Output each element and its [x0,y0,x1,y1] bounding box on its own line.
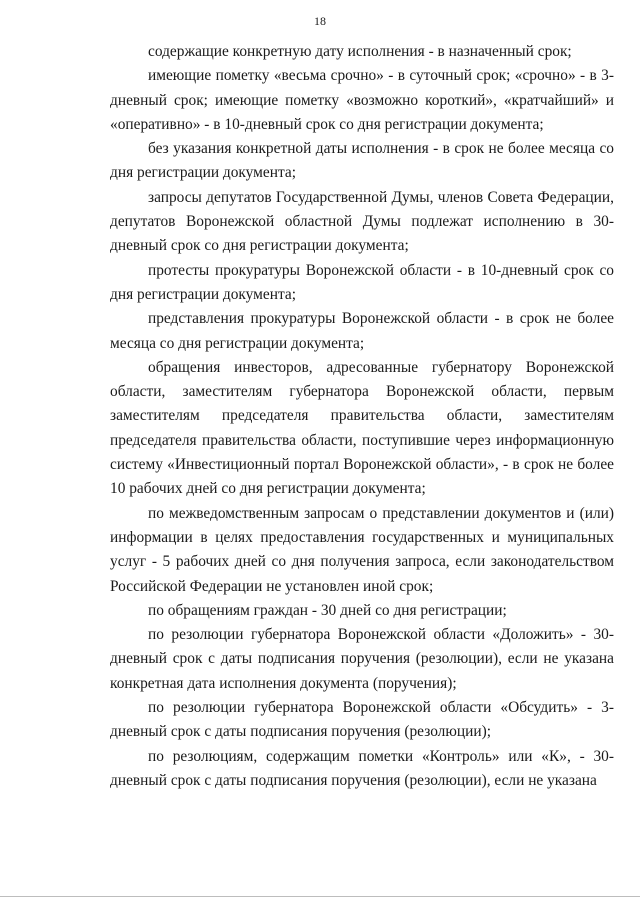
paragraph: по обращениям граждан - 30 дней со дня регистрации; [148,601,507,619]
paragraph: имеющие пометку «весьма срочно» - в суточный срок; «срочно» - в 3-дневный срок; имеющие пометку «возможно короткий», «кратчайший» и «оперативно» - в 10-дневный срок со дня регистрации документа; [110,67,614,133]
paragraph: протесты прокуратуры Воронежской области - в 10-дневный срок со дня регистрации документа; [110,261,614,303]
page-bottom-edge [0,896,640,897]
body-text [110,40,614,793]
paragraph: без указания конкретной даты исполнения - в срок не более месяца со дня регистрации документа; [110,140,614,182]
paragraph: обращения инвесторов, адресованные губернатору Воронежской области, заместителям губернатора Воронежской области, первым заместителям председателя правительства области, заместителям председателя правительства области, поступившие через информационную систему «Инвестиционный портал Воронежской области», - в срок не более 10 рабочих дней со дня регистрации документа; [110,358,614,498]
paragraph: представления прокуратуры Воронежской области - в срок не более месяца со дня регистрации документа; [110,310,614,352]
paragraph: по резолюции губернатора Воронежской области «Доложить» - 30-дневный срок с даты подписания поручения (резолюции), если не указана конкретная дата исполнения документа (поручения); [110,626,614,692]
paragraph: по резолюциям, содержащим пометки «Контроль» или «К», - 30-дневный срок с даты подписания поручения (резолюции), если не указана [110,747,614,789]
paragraph: по резолюции губернатора Воронежской области «Обсудить» - 3-дневный срок с даты подписания поручения (резолюции); [110,699,614,741]
page-number: 18 [314,14,326,28]
paragraph: по межведомственным запросам о представлении документов и (или) информации в целях предоставления государственных и муниципальных услуг - 5 рабочих дней со дня получения запроса, если законодательством Российской Федерации не установлен иной срок; [110,504,614,595]
paragraph: запросы депутатов Государственной Думы, членов Совета Федерации, депутатов Воронежской областной Думы подлежат исполнению в 30-дневный срок со дня регистрации документа; [110,188,614,255]
paragraph: содержащие конкретную дату исполнения - в назначенный срок; [148,43,572,60]
